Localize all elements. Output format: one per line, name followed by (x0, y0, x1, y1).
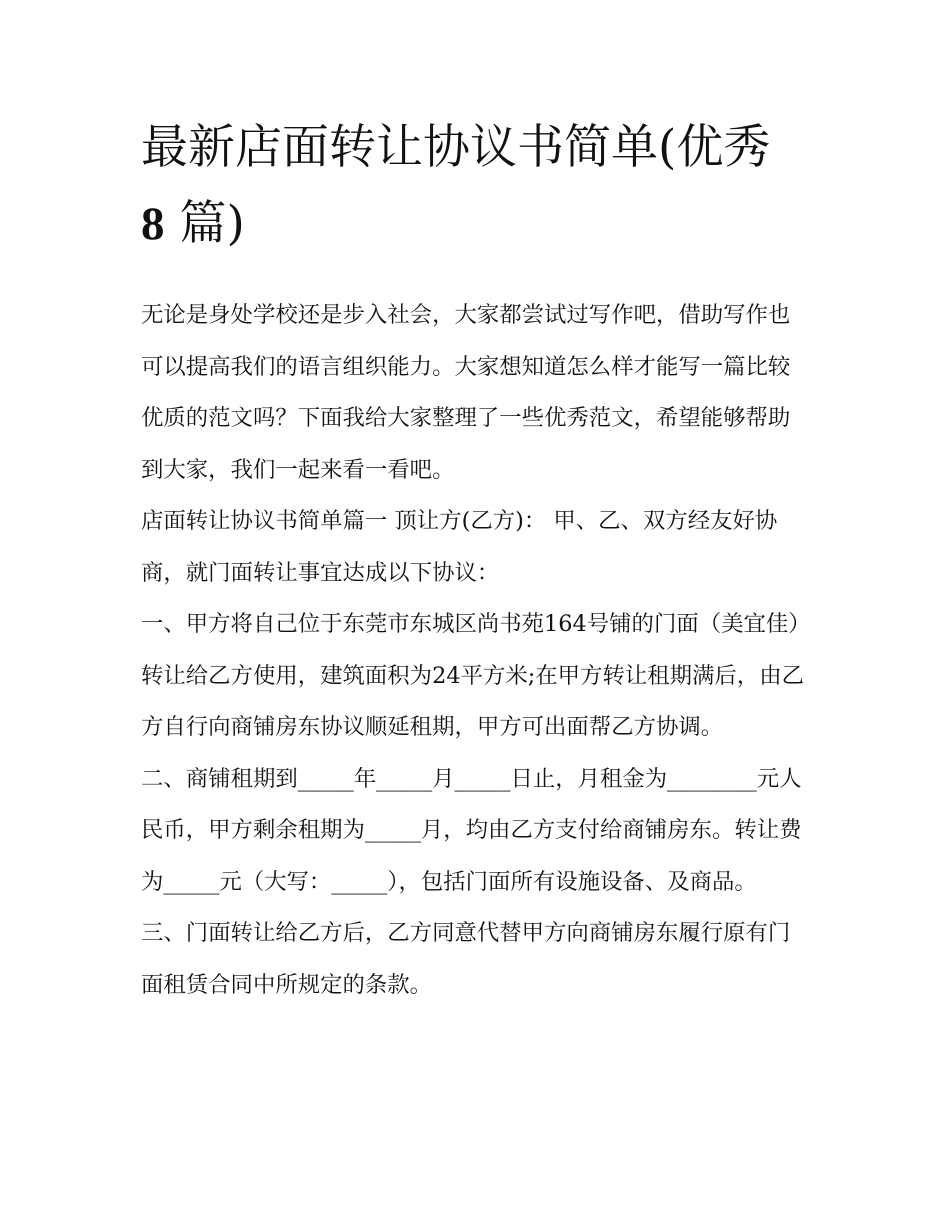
clause-3-paragraph: 三、门面转让给乙方后，乙方同意代替甲方向商铺房东履行原有门面租赁合同中所规定的条款。 (141, 920, 791, 998)
title-number: 8 (141, 198, 165, 250)
title-line-2: 篇) (164, 196, 245, 251)
document-body (141, 110, 811, 1011)
intro-paragraph: 无论是身处学校还是步入社会，大家都尝试过写作吧，借助写作也可以提高我们的语言组织能力。大家想知道怎么样才能写一篇比较优质的范文吗？下面我给大家整理了一些优秀范文，希望能够帮助到大家，我们一起来看一看吧。 (141, 302, 791, 483)
clause-1-paragraph: 一、甲方将自己位于东莞市东城区尚书苑164号铺的门面（美宜佳）转让给乙方使用，建筑面积为24平方米;在甲方转让租期满后，由乙方自行向商铺房东协议顺延租期，甲方可出面帮乙方协调。 (141, 611, 811, 740)
section-1-heading-paragraph: 店面转让协议书简单篇一 顶让方(乙方)： 甲、乙、双方经友好协商，就门面转让事宜达成以下协议： (141, 508, 778, 586)
document-title (141, 110, 811, 262)
clause-2-paragraph: 二、商铺租期到_____年_____月_____日止，月租金为________元人民币，甲方剩余租期为_____月，均由乙方支付给商铺房东。转让费为_____元（大写：_____），包括门面所有设施设备、及商品。 (141, 765, 802, 895)
title-line-1: 最新店面转让协议书简单(优秀 (141, 120, 771, 175)
